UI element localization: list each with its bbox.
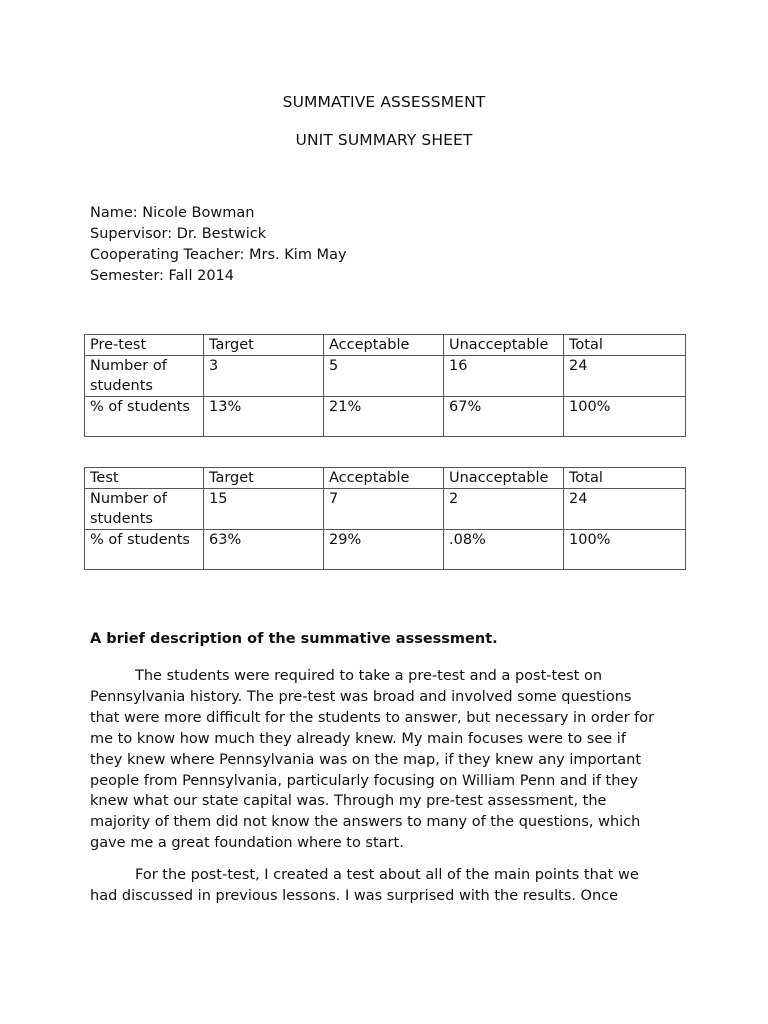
pretest-results-table: [84, 334, 686, 437]
table-cell: 24: [564, 356, 686, 397]
table-header-cell: Total: [564, 335, 686, 356]
table-cell: 21%: [324, 397, 444, 437]
table-header-row: [85, 335, 686, 356]
table-header-cell: Target: [204, 468, 324, 489]
table-header-cell: Test: [85, 468, 204, 489]
text-line: me to know how much they already knew. My main focuses were to see if: [90, 730, 626, 747]
description-paragraph-1: [90, 666, 690, 854]
table-header-cell: Unacceptable: [444, 468, 564, 489]
table-header-cell: Acceptable: [324, 468, 444, 489]
name-line: Name: Nicole Bowman: [90, 205, 255, 221]
teacher-line: Cooperating Teacher: Mrs. Kim May: [90, 247, 347, 263]
table-cell: Number of students: [85, 489, 204, 530]
student-info: [90, 203, 347, 287]
text-line: people from Pennsylvania, particularly focusing on William Penn and if they: [90, 772, 638, 789]
table-cell: 15: [204, 489, 324, 530]
table-cell: 13%: [204, 397, 324, 437]
table-cell: 24: [564, 489, 686, 530]
table-cell: 29%: [324, 530, 444, 570]
table-cell: 16: [444, 356, 564, 397]
table-cell: 5: [324, 356, 444, 397]
table-cell: % of students: [85, 397, 204, 437]
document-title: SUMMATIVE ASSESSMENT: [282, 93, 486, 111]
table-row: [85, 397, 686, 437]
table-header-cell: Target: [204, 335, 324, 356]
test-results-table: [84, 467, 686, 570]
text-line: majority of them did not know the answers to many of the questions, which: [90, 814, 641, 831]
text-line: had discussed in previous lessons. I was surprised with the results. Once: [90, 887, 619, 904]
table-header-cell: Pre-test: [85, 335, 204, 356]
document-subtitle: UNIT SUMMARY SHEET: [295, 131, 473, 149]
table-header-row: [85, 468, 686, 489]
table-cell: 100%: [564, 397, 686, 437]
table-header-cell: Acceptable: [324, 335, 444, 356]
supervisor-line: Supervisor: Dr. Bestwick: [90, 226, 267, 242]
table-cell: Number of students: [85, 356, 204, 397]
table-cell: 100%: [564, 530, 686, 570]
table-row: [85, 489, 686, 530]
table-cell: % of students: [85, 530, 204, 570]
table-cell: 67%: [444, 397, 564, 437]
text-line: The students were required to take a pre-test and a post-test on: [135, 668, 603, 684]
text-line: they knew where Pennsylvania was on the map, if they knew any important: [90, 751, 641, 768]
table-cell: 2: [444, 489, 564, 530]
section-heading: A brief description of the summative assessment.: [90, 631, 498, 647]
text-line: For the post-test, I created a test about all of the main points that we: [135, 867, 639, 883]
text-line: Pennsylvania history. The pre-test was broad and involved some questions: [90, 688, 632, 705]
description-paragraph-2: [90, 865, 690, 907]
table-row: [85, 530, 686, 570]
table-cell: 63%: [204, 530, 324, 570]
table-header-cell: Unacceptable: [444, 335, 564, 356]
semester-line: Semester: Fall 2014: [90, 268, 234, 284]
table-cell: 7: [324, 489, 444, 530]
text-line: gave me a great foundation where to start.: [90, 835, 404, 852]
table-row: [85, 356, 686, 397]
table-cell: 3: [204, 356, 324, 397]
text-line: knew what our state capital was. Through my pre-test assessment, the: [90, 793, 607, 810]
table-cell: .08%: [444, 530, 564, 570]
table-header-cell: Total: [564, 468, 686, 489]
text-line: that were more difficult for the students to answer, but necessary in order for: [90, 709, 655, 726]
